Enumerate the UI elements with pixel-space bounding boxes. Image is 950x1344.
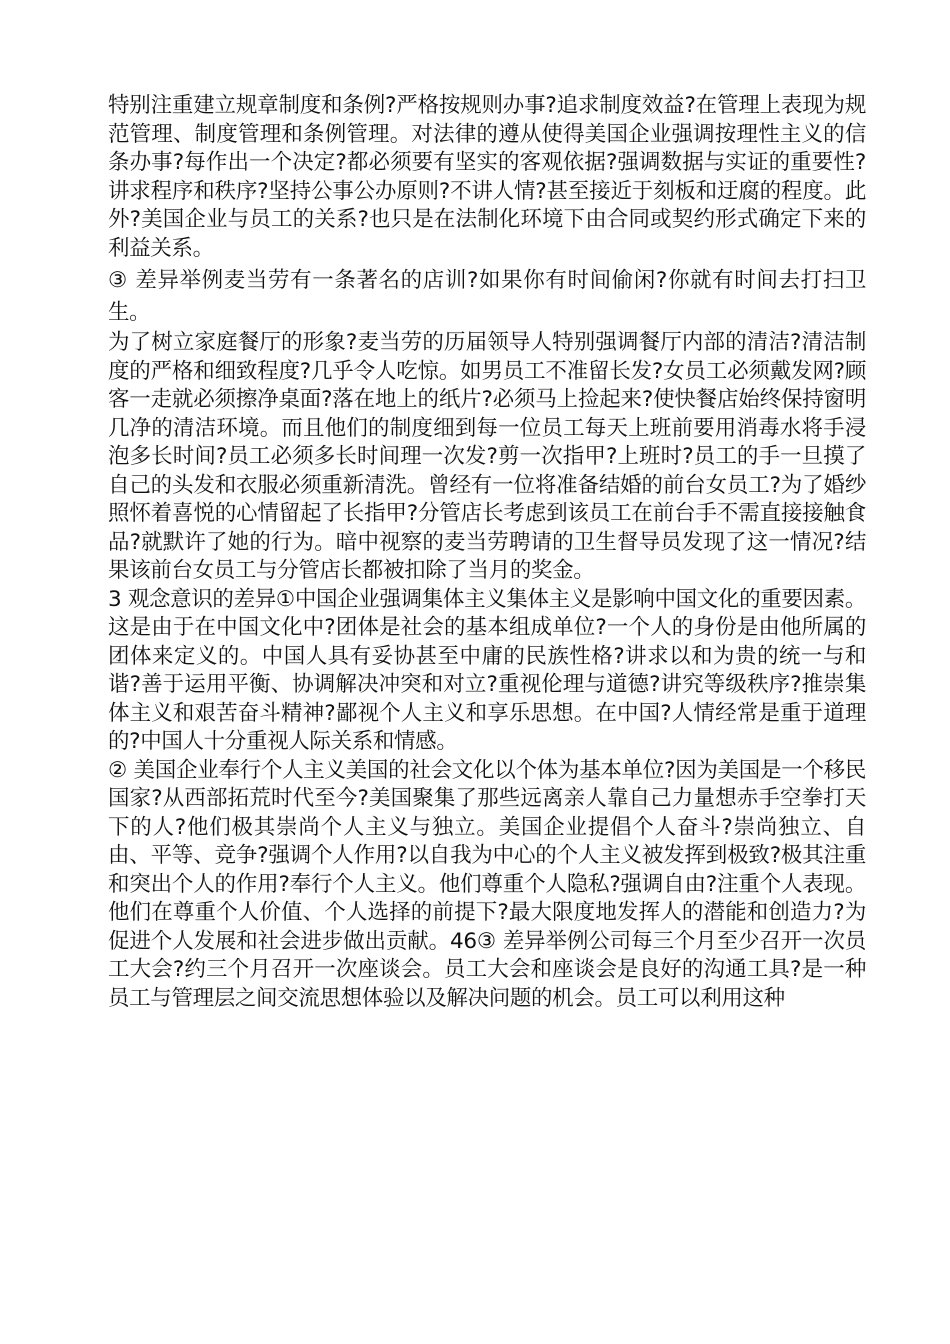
paragraph-concept-differences: 3 观念意识的差异①中国企业强调集体主义集体主义是影响中国文化的重要因素。这是由于在中国文化中?团体是社会的基本组成单位?一个人的身份是由他所属的团体来定义的。中国人具有妥协甚至中庸的民族性格?讲求以和为贵的统一与和谐?善于运用平衡、协调解决冲突和对立?重视伦理与道德?讲究等级秩序?推崇集体主义和艰苦奋斗精神?鄙视个人主义和享乐思想。在中国?人情经常是重于道理的?中国人十分重视人际关系和情感。 (108, 586, 866, 754)
paragraph-mcdonalds-cleanliness: 为了树立家庭餐厅的形象?麦当劳的历届领导人特别强调餐厅内部的清洁?清洁制度的严格和细致程度?几乎令人吃惊。如男员工不准留长发?女员工必须戴发网?顾客一走就必须擦净桌面?落在地上的纸片?必须马上捡起来?使快餐店始终保持窗明几净的清洁环境。而且他们的制度细到每一位员工每天上班前要用消毒水将手浸泡多长时间?员工必须多长时间理一次发?剪一次指甲?上班时?员工的手一旦摸了自己的头发和衣服必须重新清洗。曾经有一位将准备结婚的前台女员工?为了婚纱照怀着喜悦的心情留起了长指甲?分管店长考虑到该员工在前台手不需直接接触食品?就默许了她的行为。暗中视察的麦当劳聘请的卫生督导员发现了这一情况?结果该前台女员工与分管店长都被扣除了当月的奖金。 (108, 330, 866, 583)
paragraph-individualism: ② 美国企业奉行个人主义美国的社会文化以个体为基本单位?因为美国是一个移民国家?从西部拓荒时代至今?美国聚集了那些远离亲人靠自己力量想赤手空拳打天下的人?他们极其崇尚个人主义与独立。美国企业提倡个人奋斗?崇尚独立、自由、平等、竞争?强调个人作用?以自我为中心的个人主义被发挥到极致?极其注重和突出个人的作用?奉行个人主义。他们尊重个人隐私?强调自由?注重个人表现。他们在尊重个人价值、个人选择的前提下?最大限度地发挥人的潜能和创造力?为促进个人发展和社会进步做出贡献。46③ 差异举例公司每三个月至少召开一次员工大会?约三个月召开一次座谈会。员工大会和座谈会是良好的沟通工具?是一种员工与管理层之间交流思想体验以及解决问题的机会。员工可以利用这种 (108, 757, 866, 1011)
document-body (108, 92, 866, 1013)
paragraph-example-heading: ③ 差异举例麦当劳有一条著名的店训?如果你有时间偷闲?你就有时间去打扫卫生。 (108, 268, 866, 325)
paragraph-legal-compliance: 特别注重建立规章制度和条例?严格按规则办事?追求制度效益?在管理上表现为规范管理、制度管理和条例管理。对法律的遵从使得美国企业强调按理性主义的信条办事?每作出一个决定?都必须要有坚实的客观依据?强调数据与实证的重要性?讲求程序和秩序?坚持公事公办原则?不讲人情?甚至接近于刻板和迂腐的程度。此外?美国企业与员工的关系?也只是在法制化环境下由合同或契约形式确定下来的利益关系。 (108, 93, 866, 261)
